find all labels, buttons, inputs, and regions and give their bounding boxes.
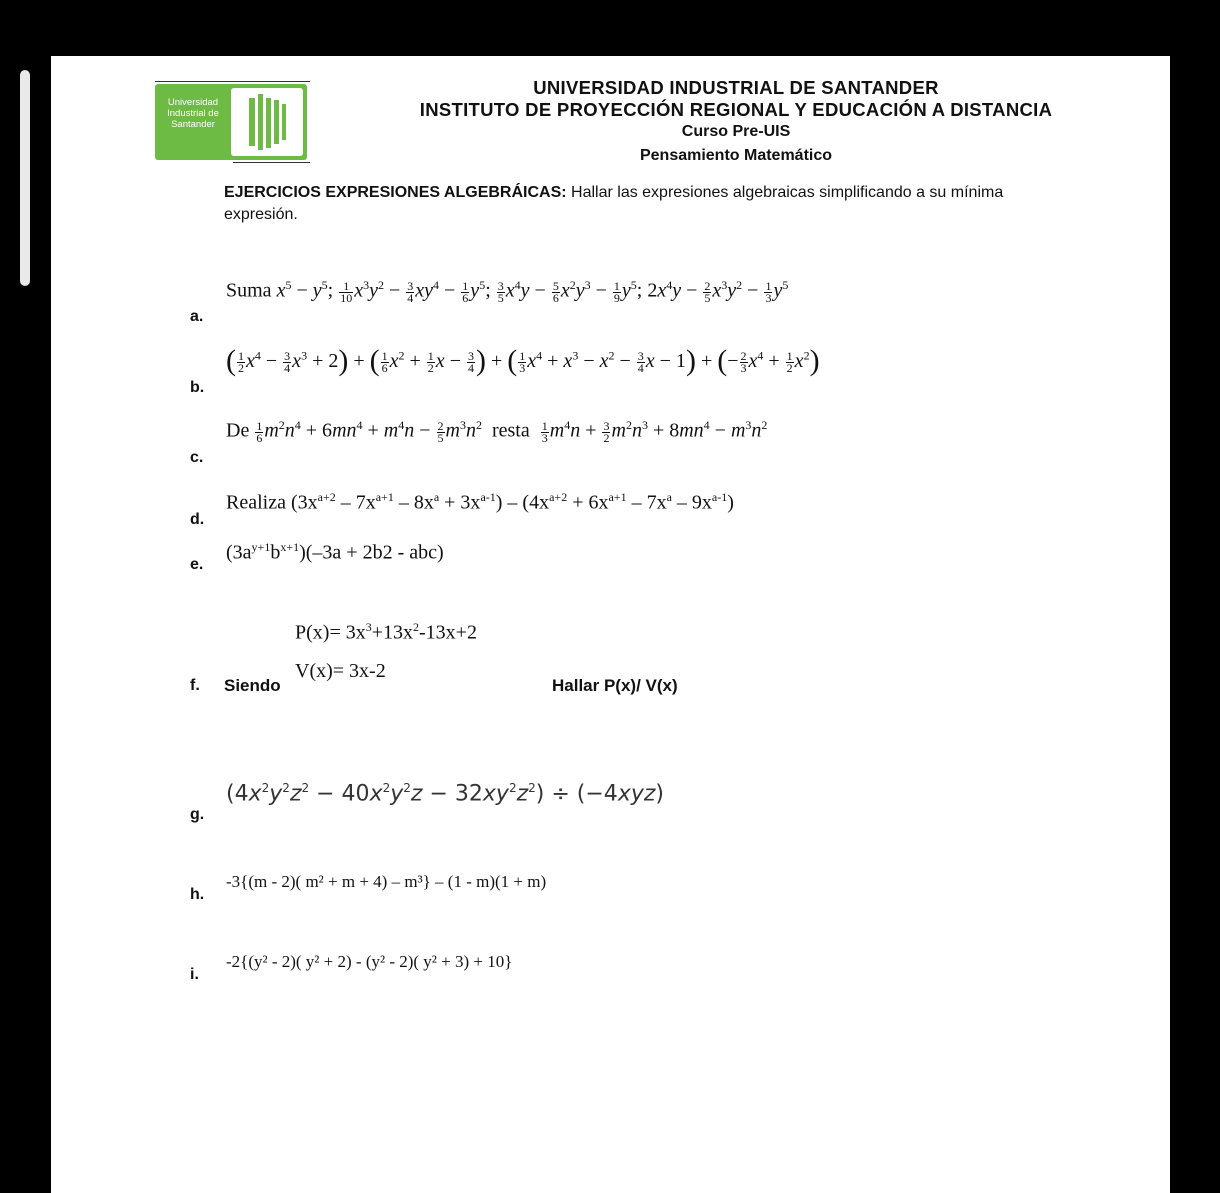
exercise-d-prefix: Realiza <box>226 491 286 514</box>
exercise-i-expression: -2{(y² - 2)( y² + 2) - (y² - 2)( y² + 3) + 10} <box>226 952 513 971</box>
exercise-a-prefix: Suma <box>226 279 272 302</box>
logo-text-line: Santander <box>171 119 215 130</box>
exercise-a-expression: Suma $x^5 - y^5$; $\frac{1}{10}$ $x^3y^2$ − $\frac{3}{4}$ $xy^4$ − $\frac{1}{6}$ $y^5$; $\frac{3}{5}$ $x^4y$ − $\frac{5}{6}$ $x^2y^3$ − $\frac{1}{9}$ $y^5$; $2x^4y$ − $\frac{2}{5}$ $x^3y^2$ − $\frac{1}{3}$ $y^5$ <box>226 278 789 305</box>
exercise-label-c: c. <box>190 449 204 466</box>
document-page <box>51 56 1170 1193</box>
exercise-label-b: b. <box>190 379 205 396</box>
exercise-label-a: a. <box>190 308 204 325</box>
exercise-c-middle: resta <box>491 419 530 442</box>
exercise-f-polynomial-p: $P(x)= 3x^3+13x^2-13x+2$ <box>295 620 477 644</box>
instructions-title: EJERCICIOS EXPRESIONES ALGEBRÁICAS: <box>224 184 567 201</box>
logo-bottom-rule <box>233 162 310 163</box>
exercise-label-d: d. <box>190 511 205 528</box>
exercise-b-expression: ( $\frac{1}{2}$ $x^4$ − $\frac{3}{4}$ $x^3 + 2$) + ( $\frac{1}{6}$ $x^2$ + $\frac{1}{2}$ x − $\frac{3}{4}$ ) + ( $\frac{1}{3}$ $x^4 + x^3 - x^2$ − $\frac{3}{4}$ x − 1) + (− $\frac{2}{3}$ $x^4$ + $\frac{1}{2}$ $x^2$) <box>226 344 820 377</box>
logo-text-line: Universidad <box>167 97 219 108</box>
exercise-f-polynomial-v: V(x)= 3x-2 <box>295 660 386 682</box>
course-title: Curso Pre-UIS <box>681 123 791 140</box>
exercise-label-e: e. <box>190 556 204 573</box>
exercise-c-prefix: De <box>226 419 250 442</box>
exercise-label-g: g. <box>190 806 205 823</box>
exercise-label-f: f. <box>190 677 200 694</box>
exercise-d-expression: Realiza $(3x^{a+2} - 7x^{a+1} - 8x^a + 3x^{a-1}) - (4x^{a+2} + 6x^{a+1} - 7x^a - 9x^{a-1})$ <box>226 490 734 514</box>
subject-title: Pensamiento Matemático <box>639 147 833 164</box>
exercise-label-i: i. <box>190 966 199 983</box>
exercise-f-hallar: Hallar P(x)/ V(x) <box>552 676 678 695</box>
logo-text <box>159 97 227 130</box>
exercise-f-siendo: Siendo <box>224 676 281 695</box>
logo-top-rule <box>155 81 310 82</box>
uis-logo <box>155 84 307 160</box>
exercise-c-expression: De $\frac{1}{6}$ $m^2n^4 + 6mn^4 + m^4n$ − $\frac{2}{5}$ $m^3n^2$ resta $\frac{1}{3}$ $m^4n$ + $\frac{3}{2}$ $m^2n^3 + 8mn^4 - m^3n^2$ <box>226 418 768 445</box>
scrollbar[interactable] <box>20 70 30 286</box>
uis-emblem-icon <box>231 88 303 156</box>
exercise-label-h: h. <box>190 886 205 903</box>
university-title: UNIVERSIDAD INDUSTRIAL DE SANTANDER <box>533 77 939 98</box>
logo-text-line: Industrial de <box>167 108 219 119</box>
instructions <box>224 182 1074 226</box>
institute-title: INSTITUTO DE PROYECCIÓN REGIONAL Y EDUCACIÓN A DISTANCIA <box>419 99 1053 120</box>
instructions-text: Hallar las expresiones algebraicas simplificando a su mínima expresión. <box>224 184 1004 223</box>
exercise-h-expression: -3{(m - 2)( m² + m + 4) – m³} – (1 - m)(1 + m) <box>226 872 547 891</box>
exercise-g-expression: $(4x^2y^2z^2 - 40x^2y^2z - 32xy^2z^2) \div (-4xyz)$ <box>226 781 664 807</box>
exercise-e-expression: $(3a^{y+1}b^{x+1})(-3a + 2b2 - abc)$ <box>226 540 444 564</box>
